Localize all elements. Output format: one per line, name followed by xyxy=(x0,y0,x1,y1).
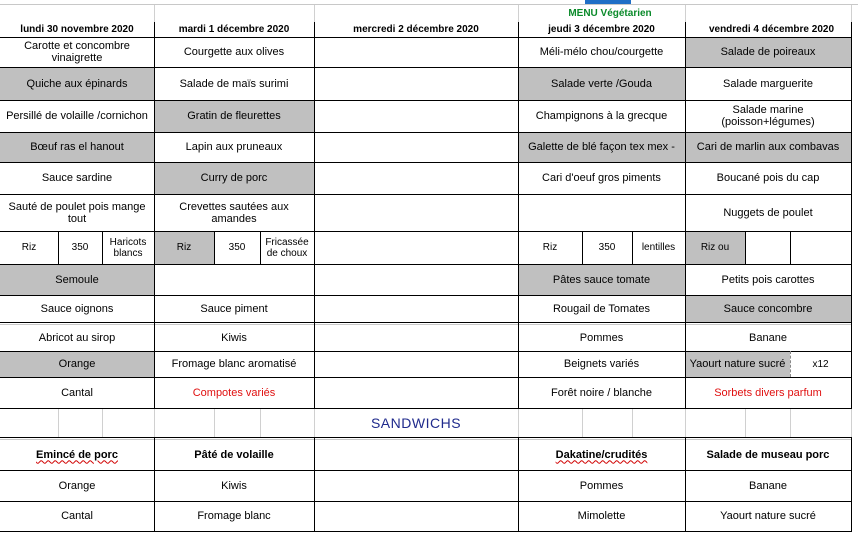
main-mon-1-text: Bœuf ras el hanout xyxy=(30,141,124,153)
starter-tue-2: Salade de maïs surimi xyxy=(179,77,289,90)
side-mon-qty: 350 xyxy=(71,242,89,253)
sandwich-mon-3: Cantal xyxy=(61,510,93,522)
starter-thu-3: Champignons à la grecque xyxy=(535,110,668,122)
day-header-monday: lundi 30 novembre 2020 xyxy=(20,24,134,35)
main-fri-1: Cari de marlin aux combavas xyxy=(685,132,851,162)
main-mon-1 xyxy=(0,132,154,162)
main-mon-2: Sauce sardine xyxy=(41,172,113,184)
sandwich-fri-3: Yaourt nature sucré xyxy=(720,510,816,522)
dessert-mon-2: Orange xyxy=(0,351,154,377)
starter-mon-3: Persillé de volaille /cornichon xyxy=(6,110,148,122)
side-thu-1: Pâtes sauce tomate xyxy=(518,264,685,295)
dessert-thu-2: Beignets variés xyxy=(563,358,640,370)
day-header-friday: vendredi 4 décembre 2020 xyxy=(708,24,835,35)
sandwich-mon-1-text: Emincé de porc xyxy=(36,448,118,461)
day-header-thursday: jeudi 3 décembre 2020 xyxy=(548,24,655,35)
sandwich-mon-1 xyxy=(0,439,154,470)
side-fri-a: Riz ou xyxy=(685,231,745,264)
sandwich-thu-3: Mimolette xyxy=(577,510,626,522)
dessert-mon-1: Abricot au sirop xyxy=(38,332,116,344)
main-thu-3 xyxy=(518,194,685,231)
main-fri-3: Nuggets de poulet xyxy=(723,206,813,219)
main-tue-2: Curry de porc xyxy=(154,162,314,194)
starter-tue-3: Gratin de fleurettes xyxy=(154,100,314,132)
side-thu-a: Riz xyxy=(542,242,558,253)
dessert-fri-2: Yaourt nature sucré xyxy=(685,351,790,377)
side-mon-b: Haricots blancs xyxy=(109,236,147,259)
column-header-band xyxy=(0,0,858,5)
side-tue-qty: 350 xyxy=(228,242,246,253)
main-tue-3: Crevettes sautées aux amandes xyxy=(179,200,289,225)
dessert-tue-3: Compotes variés xyxy=(192,386,276,399)
dessert-fri-3: Sorbets divers parfum xyxy=(714,386,822,399)
sandwich-tue-1: Pâté de volaille xyxy=(194,448,274,461)
starter-fri-2: Salade marguerite xyxy=(723,77,813,90)
side-fri-qty xyxy=(745,231,790,264)
main-thu-2: Cari d'oeuf gros piments xyxy=(542,172,661,184)
dessert-tue-1: Kiwis xyxy=(221,332,247,344)
side-mon-a: Riz xyxy=(21,242,37,253)
sandwich-tue-3: Fromage blanc xyxy=(197,510,271,522)
menu-title: MENU Végétarien xyxy=(568,8,652,19)
starter-fri-1: Salade de poireaux xyxy=(685,37,851,67)
day-header-tuesday: mardi 1 décembre 2020 xyxy=(178,24,290,35)
sandwich-fri-2: Banane xyxy=(749,479,787,492)
main-tue-1: Lapin aux pruneaux xyxy=(185,141,283,153)
sandwichs-title: SANDWICHS xyxy=(370,415,462,431)
dessert-thu-3: Forêt noire / blanche xyxy=(551,386,652,399)
side-tue-2: Sauce piment xyxy=(200,303,268,315)
starter-tue-1: Courgette aux olives xyxy=(183,46,285,58)
side-mon-2: Sauce oignons xyxy=(40,303,114,315)
sandwich-thu-1 xyxy=(518,439,685,470)
dessert-mon-3: Cantal xyxy=(61,386,93,399)
main-mon-3: Sauté de poulet pois mange tout xyxy=(8,200,146,225)
sandwich-thu-1-text: Dakatine/crudités xyxy=(555,448,648,461)
starter-mon-1: Carotte et concombre vinaigrette xyxy=(24,40,130,64)
side-tue-a: Riz xyxy=(154,231,214,264)
dessert-thu-1: Pommes xyxy=(579,332,624,344)
starter-thu-2: Salade verte /Gouda xyxy=(518,67,685,100)
side-fri-b xyxy=(790,231,851,264)
starter-thu-1: Méli-mélo chou/courgette xyxy=(539,46,664,58)
dessert-tue-2: Fromage blanc aromatisé xyxy=(171,358,297,370)
side-thu-b: lentilles xyxy=(641,242,676,253)
sandwich-tue-2: Kiwis xyxy=(221,479,247,492)
sandwich-mon-2: Orange xyxy=(58,479,96,492)
sandwich-fri-1: Salade de museau porc xyxy=(706,448,830,461)
side-tue-1 xyxy=(154,264,314,295)
sandwich-thu-2: Pommes xyxy=(579,479,624,492)
side-mon-1: Semoule xyxy=(0,264,154,295)
day-header-wednesday: mercredi 2 décembre 2020 xyxy=(353,24,479,35)
side-thu-qty: 350 xyxy=(598,242,616,253)
dessert-fri-note: x12 xyxy=(812,358,829,370)
side-thu-2: Rougail de Tomates xyxy=(552,303,651,315)
side-fri-2: Sauce concombre xyxy=(685,295,851,323)
dessert-fri-1: Banane xyxy=(749,332,787,344)
starter-fri-3: Salade marine (poisson+légumes) xyxy=(721,104,815,128)
side-fri-1: Petits pois carottes xyxy=(721,273,815,286)
main-thu-1: Galette de blé façon tex mex - xyxy=(518,132,685,162)
starter-mon-2: Quiche aux épinards xyxy=(0,67,154,100)
side-tue-b: Fricassée de choux xyxy=(265,236,309,259)
main-fri-2: Boucané pois du cap xyxy=(716,172,820,184)
